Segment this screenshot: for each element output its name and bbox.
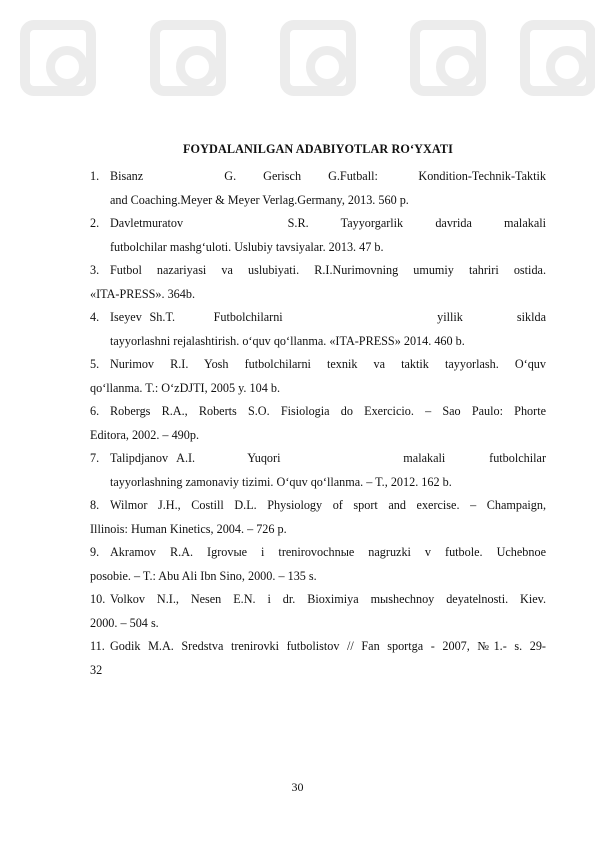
reference-text-cont: and Coaching.Meyer & Meyer Verlag.Germany, 2013. 560 p.: [110, 192, 409, 207]
reference-number: 1.: [90, 169, 100, 183]
reference-item: [90, 541, 546, 588]
reference-text-cont: Illinois: Human Kinetics, 2004. – 726 p.: [90, 521, 287, 536]
reference-text-cont: posobie. – T.: Abu Ali Ibn Sino, 2000. – 135 s.: [90, 568, 317, 583]
reference-item: [90, 165, 546, 212]
reference-number: 4.: [90, 310, 100, 324]
watermark-icon: [20, 20, 96, 96]
reference-number: 5.: [90, 357, 100, 371]
reference-number: 9.: [90, 545, 100, 559]
reference-text: Volkov N.I., Nesen E.N. i dr. Bioximiya mыshechnoy deyatelnosti. Kiev.: [110, 592, 546, 606]
reference-text-cont: «ITA-PRESS». 364b.: [90, 286, 195, 301]
reference-text: Godik M.A. Sredstva trenirovki futbolistov // Fan sportga - 2007, №1.- s. 29-: [110, 639, 546, 653]
reference-text-cont: 32: [90, 662, 103, 677]
watermark-icon: [280, 20, 356, 96]
reference-number: 6.: [90, 404, 100, 418]
reference-number: 11.: [90, 639, 105, 653]
reference-number: 8.: [90, 498, 100, 512]
reference-item: [90, 353, 546, 400]
reference-text: Futbol nazariyasi va uslubiyati. R.I.Nurimovning umumiy tahriri ostida.: [110, 263, 546, 277]
reference-item: [90, 400, 546, 447]
reference-number: 2.: [90, 216, 100, 230]
reference-item: [90, 588, 546, 635]
reference-text-cont: 2000. – 504 s.: [90, 615, 159, 630]
reference-item: [90, 447, 546, 494]
reference-text: Wilmor J.H., Costill D.L. Physiology of sport and exercise. – Champaign,: [110, 498, 546, 512]
reference-text: Bisanz G. Gerisch G.Futball: Kondition-Technik-Taktik: [110, 169, 546, 183]
watermark-icon: [150, 20, 226, 96]
reference-text: Iseyev Sh.T. Futbolchilarni yillik siklda: [110, 310, 546, 324]
reference-text: Robergs R.A., Roberts S.O. Fisiologia do Exercicio. – Sao Paulo: Phorte: [110, 404, 546, 418]
reference-text-cont: tayyorlashning zamonaviy tizimi. O‘quv qo‘llanma. – T., 2012. 162 b.: [110, 474, 452, 489]
reference-text: Davletmuratov S.R. Tayyorgarlik davrida malakali: [110, 216, 546, 230]
reference-text-cont: qo‘llanma. T.: O‘zDJTI, 2005 y. 104 b.: [90, 380, 280, 395]
page-title: FOYDALANILGAN ADABIYOTLAR RO‘YXATI: [183, 142, 453, 156]
reference-number: 3.: [90, 263, 100, 277]
page-number: 30: [291, 780, 304, 794]
reference-text: Talipdjanov A.I. Yuqori malakali futbolchilar: [110, 451, 546, 465]
document-body: [90, 140, 546, 682]
reference-text-cont: tayyorlashni rejalashtirish. o‘quv qo‘llanma. «ITA-PRESS» 2014. 460 b.: [110, 333, 465, 348]
reference-item: [90, 259, 546, 306]
reference-number: 7.: [90, 451, 100, 465]
reference-text: Akramov R.A. Igrovыe i trenirovochnыe nagruzki v futbole. Uchebnoe: [110, 545, 546, 559]
reference-item: [90, 306, 546, 353]
watermark-icon: [520, 20, 595, 96]
reference-text-cont: Editora, 2002. – 490p.: [90, 427, 199, 442]
reference-text: Nurimov R.I. Yosh futbolchilarni texnik va taktik tayyorlash. O‘quv: [110, 357, 546, 371]
watermark-icon: [410, 20, 486, 96]
reference-item: [90, 494, 546, 541]
reference-text-cont: futbolchilar mashg‘uloti. Uslubiy tavsiyalar. 2013. 47 b.: [110, 239, 384, 254]
reference-item: [90, 212, 546, 259]
reference-number: 10.: [90, 592, 106, 606]
reference-item: [90, 635, 546, 682]
